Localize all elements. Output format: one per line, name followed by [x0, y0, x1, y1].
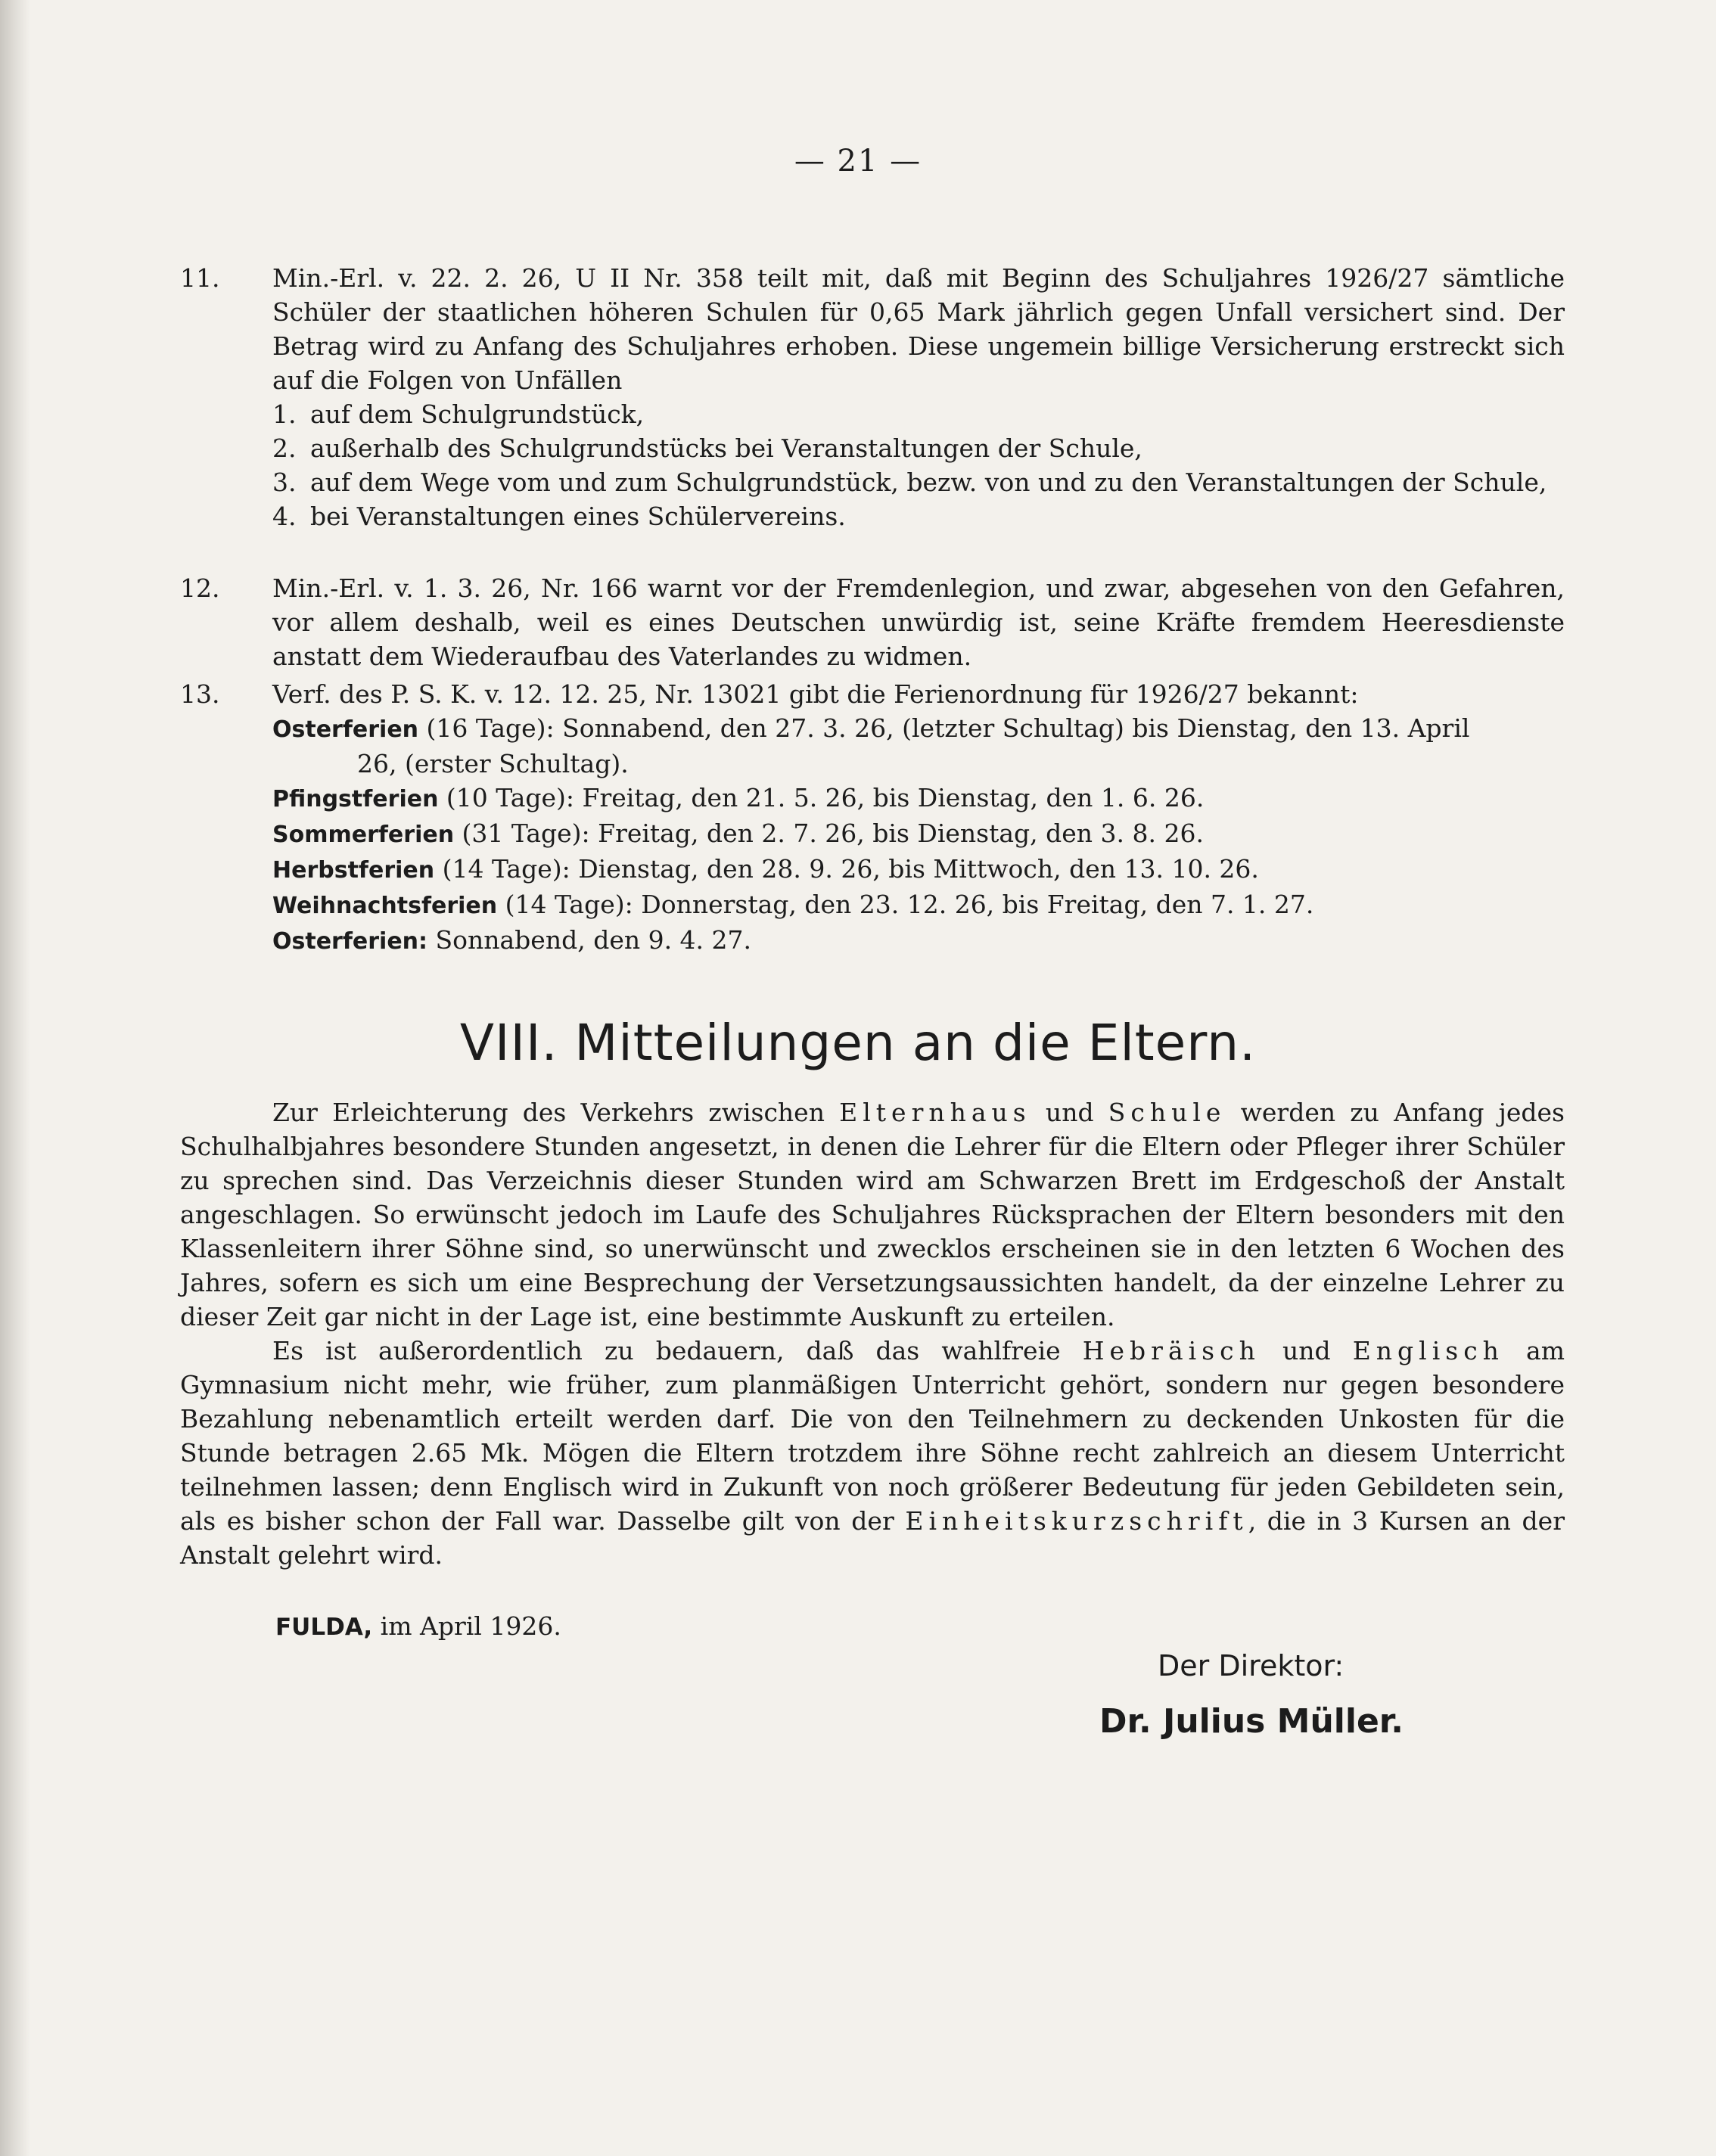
list-item-text: auf dem Schulgrundstück,: [310, 399, 645, 429]
holiday-name: Osterferien:: [272, 928, 428, 955]
place: FULDA,: [275, 1614, 373, 1641]
decree-11: [180, 261, 1565, 533]
decree-12: [180, 571, 1565, 673]
list-item: [272, 397, 1565, 431]
list-item: [272, 499, 1565, 533]
spaced-term: Elternhaus: [839, 1098, 1031, 1127]
holiday-details: Sonnabend, den 9. 4. 27.: [427, 925, 752, 955]
signature-name: Dr. Julius Müller.: [1099, 1702, 1404, 1741]
list-item: [272, 431, 1565, 465]
list-item-text: auf dem Wege vom und zum Schulgrundstück, bezw. von und zu den Veranstaltungen der Schule,: [310, 468, 1547, 497]
decree-13: [180, 677, 1565, 958]
notice-text: am Gymnasium nicht mehr, wie früher, zum planmäßigen Unterricht gehört, sondern nur gegen besondere Bezahlung nebenamtlich erteilt werden darf. Die von den Teilnehmern zu deckenden Unkosten für die Stunde betragen 2.65 Mk. Mögen die Eltern trotzdem ihre Söhne recht zahlreich an diesem Unterricht teilnehmen lassen; denn Englisch wird in Zukunft von noch größerer Bedeutung für jeden Gebildeten sein, als es bisher schon der Fall war. Dasselbe gilt von der: [180, 1336, 1565, 1536]
holiday-name: Osterferien: [272, 716, 419, 743]
holiday-name: Weihnachtsferien: [272, 893, 498, 919]
spaced-term: Englisch: [1352, 1336, 1504, 1365]
decree-text: Min.-Erl. v. 1. 3. 26, Nr. 166 warnt vor der Fremdenlegion, und zwar, abgesehen von den Gefahren, vor allem deshalb, weil es eines Deutschen unwürdig ist, seine Kräfte fremdem Heeresdienste anstatt dem Wiederaufbau des Vaterlandes zu widmen.: [272, 573, 1565, 671]
list-item-number: 3.: [272, 468, 297, 497]
list-item: [272, 465, 1565, 499]
holiday-row: [272, 887, 1565, 923]
section-title: VIII. Mitteilungen an die Eltern.: [459, 1014, 1257, 1072]
list-item-number: 2.: [272, 433, 297, 463]
holiday-details: (16 Tage): Sonnabend, den 27. 3. 26, (letzter Schultag) bis Dienstag, den 13. April: [418, 713, 1470, 743]
holiday-schedule: [272, 711, 1565, 958]
decree-text: Min.-Erl. v. 22. 2. 26, U II Nr. 358 teilt mit, daß mit Beginn des Schuljahres 1926/27 sämtliche Schüler der staatlichen höheren Schulen für 0,65 Mark jährlich gegen Unfall versichert sind. Der Betrag wird zu Anfang des Schuljahres erhoben. Diese ungemein billige Versicherung erstreckt sich auf die Folgen von Unfällen: [272, 263, 1565, 395]
spaced-term: Einheitskurzschrift: [905, 1506, 1248, 1536]
parent-notice: [180, 1095, 1565, 1572]
holiday-name: Herbstferien: [272, 857, 435, 884]
place-date: [275, 1611, 561, 1641]
notice-text: werden zu Anfang jedes Schulhalbjahres besondere Stunden angesetzt, in denen die Lehrer für die Eltern oder Pfleger ihrer Schüler zu sprechen sind. Das Verzeichnis dieser Stunden wird am Schwarzen Brett im Erdgeschoß der Anstalt angeschlagen. So erwünscht jedoch im Laufe des Schuljahres Rücksprachen der Eltern besonders mit den Klassenleitern ihrer Söhne sind, so unerwünscht und zwecklos erscheinen sie in den letzten 6 Wochen des Jahres, sofern es sich um eine Besprechung der Versetzungsaussichten handelt, da der einzelne Lehrer zu dieser Zeit gar nicht in der Lage ist, eine bestimmte Auskunft zu erteilen.: [180, 1098, 1565, 1331]
holiday-details: (14 Tage): Donnerstag, den 23. 12. 26, bis Freitag, den 7. 1. 27.: [497, 890, 1314, 919]
date: im April 1926.: [372, 1611, 561, 1641]
list-item-number: 1.: [272, 399, 297, 429]
notice-text: Zur Erleichterung des Verkehrs zwischen: [272, 1098, 840, 1127]
holiday-row: [272, 816, 1565, 852]
spaced-term: Hebräisch: [1082, 1336, 1261, 1365]
notice-paragraph: [180, 1334, 1565, 1572]
holiday-continuation: 26, (erster Schultag).: [357, 749, 629, 778]
holiday-row: [272, 923, 1565, 958]
holiday-details: (14 Tage): Dienstag, den 28. 9. 26, bis Mittwoch, den 13. 10. 26.: [434, 854, 1259, 884]
decree-item-list: [272, 397, 1565, 533]
decree-number: 12.: [180, 573, 220, 603]
holiday-details: (31 Tage): Freitag, den 2. 7. 26, bis Dienstag, den 3. 8. 26.: [454, 819, 1204, 848]
list-item-text: bei Veranstaltungen eines Schülervereins.: [310, 502, 846, 531]
notice-text: und: [1031, 1098, 1108, 1127]
list-item-text: außerhalb des Schulgrundstücks bei Veranstaltungen der Schule,: [310, 433, 1142, 463]
page-number: — 21 —: [794, 144, 922, 179]
notice-text: , die in 3 Kursen an der Anstalt gelehrt wird.: [180, 1506, 1565, 1570]
decree-number: 11.: [180, 263, 220, 293]
decree-number: 13.: [180, 679, 220, 709]
holiday-row: [272, 711, 1565, 747]
page-binding-edge: [0, 0, 30, 2156]
spaced-term: Schule: [1108, 1098, 1226, 1127]
holiday-name: Pfingstferien: [272, 786, 439, 812]
holiday-name: Sommerferien: [272, 822, 455, 848]
signature-title: Der Direktor:: [1158, 1649, 1345, 1682]
decree-text: Verf. des P. S. K. v. 12. 12. 25, Nr. 13021 gibt die Ferienordnung für 1926/27 bekannt:: [272, 679, 1359, 709]
holiday-row: [272, 852, 1565, 887]
notice-text: Es ist außerordentlich zu bedauern, daß das wahlfreie: [272, 1336, 1083, 1365]
list-item-number: 4.: [272, 502, 297, 531]
holiday-row: [272, 781, 1565, 816]
holiday-details: (10 Tage): Freitag, den 21. 5. 26, bis Dienstag, den 1. 6. 26.: [438, 783, 1205, 812]
notice-paragraph: [180, 1095, 1565, 1334]
notice-text: und: [1260, 1336, 1353, 1365]
